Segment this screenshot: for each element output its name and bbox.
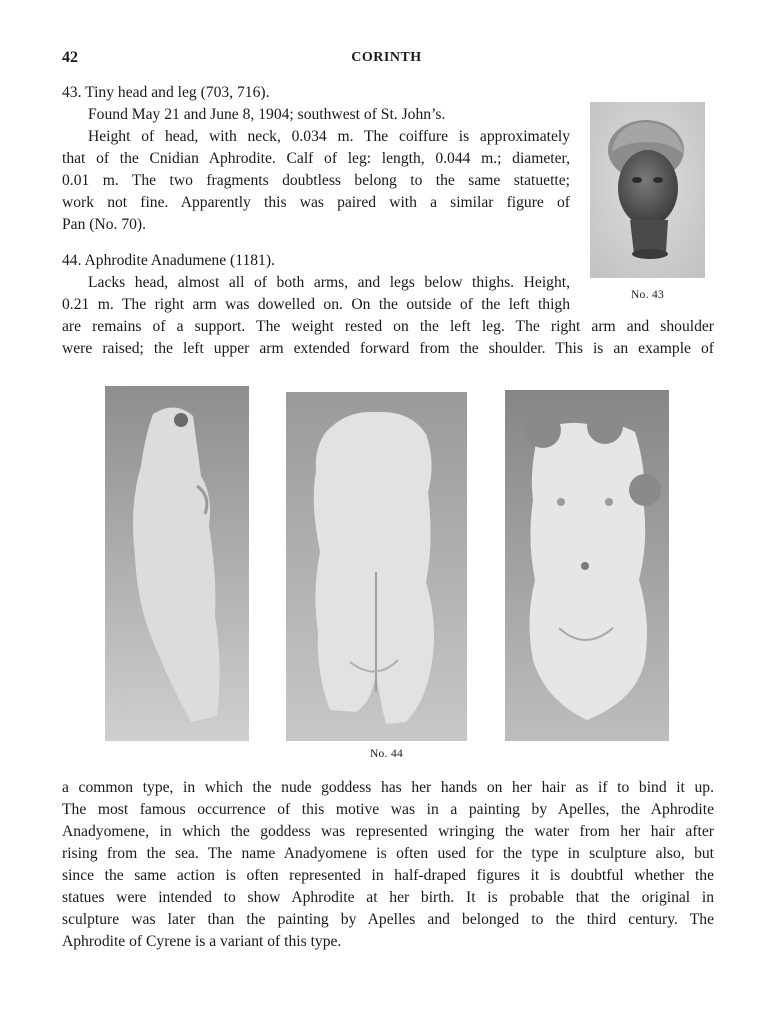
text-line: Anadyomene, in which the goddess was represented wringing the water from her hair after bbox=[62, 823, 714, 840]
entry-44-description-full bbox=[62, 316, 714, 360]
entry-44-heading: 44. Aphrodite Anadumene (1181). bbox=[62, 252, 275, 269]
text-line: Pan (No. 70). bbox=[62, 216, 147, 233]
text-line: that of the Cnidian Aphrodite. Calf of leg: length, 0.044 m.; diameter, bbox=[62, 150, 570, 167]
text-line: 0.21 m. The right arm was dowelled on. On the outside of the left thigh bbox=[62, 296, 570, 313]
running-title: CORINTH bbox=[351, 50, 422, 65]
text-line: 0.01 m. The two fragments doubtless belong to the same statuette; bbox=[62, 172, 570, 189]
text-line: are remains of a support. The weight rested on the left leg. The right arm and shoulder bbox=[62, 318, 714, 335]
text-line: a common type, in which the nude goddess has her hands on her hair as if to bind it up. bbox=[62, 779, 714, 796]
text-line: statues were intended to show Aphrodite at her birth. It is probable that the original in bbox=[62, 889, 714, 906]
text-line: Lacks head, almost all of both arms, and legs below thighs. Height, bbox=[88, 274, 570, 291]
entry-44-description-narrow bbox=[62, 272, 570, 316]
text-line: Aphrodite of Cyrene is a variant of this type. bbox=[62, 933, 342, 950]
entry-43-heading: 43. Tiny head and leg (703, 716). bbox=[62, 84, 270, 101]
entry-43-found: Found May 21 and June 8, 1904; southwest of St. John’s. bbox=[88, 106, 446, 123]
entry-44-continuation bbox=[62, 777, 714, 953]
text-line: since the same action is often represented in half-draped figures it is doubtful whether the bbox=[62, 867, 714, 884]
text-line: were raised; the left upper arm extended forward from the shoulder. This is an example of bbox=[62, 340, 714, 357]
text-line: The most famous occurrence of this motive was in a painting by Apelles, the Aphrodite bbox=[62, 801, 714, 818]
caption-no-44: No. 44 bbox=[369, 748, 404, 760]
text-line: sculpture was later than the painting by Apelles and belonged to the third century. The bbox=[62, 911, 714, 928]
page-number: 42 bbox=[62, 49, 78, 66]
plate-no-44-back-view bbox=[286, 392, 467, 741]
plate-no-44-front-view bbox=[505, 390, 669, 741]
text-line: rising from the sea. The name Anadyomene is often used for the type in sculpture also, but bbox=[62, 845, 714, 862]
plate-no-43-head-photo bbox=[590, 102, 705, 278]
entry-43-description bbox=[62, 126, 570, 236]
plate-no-44-side-view bbox=[105, 386, 249, 741]
text-line: Height of head, with neck, 0.034 m. The coiffure is approximately bbox=[88, 128, 570, 145]
caption-no-43: No. 43 bbox=[630, 289, 665, 301]
text-line: work not fine. Apparently this was paired with a similar figure of bbox=[62, 194, 570, 211]
